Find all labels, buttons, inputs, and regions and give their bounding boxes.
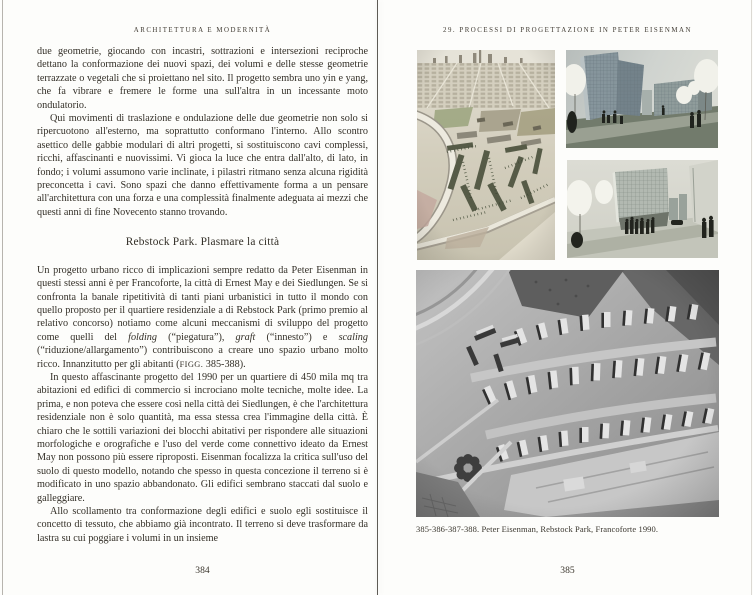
body-text-column bbox=[37, 45, 368, 545]
paragraph: due geometrie, giocando con incastri, sottrazioni e intersezioni reciproche dettano la conformazione dei nuovi spazi, dei volumi e delle stesse geometrie terrazzate o vegetali che si proiettano nel sito. Il progetto sembra uno yin e yang, che fa vibrare e fremere le forme una sull'altra in un incessante moto ondulatorio. bbox=[37, 46, 368, 111]
paragraph-segment: 385-388). bbox=[203, 358, 246, 370]
italic-term-graft: graft bbox=[235, 331, 256, 343]
figure-reference-label: FIGG. bbox=[179, 359, 204, 369]
paragraph: In questo affascinante progetto del 1990 per un quartiere di 450 mila mq tra abitazioni ed edifici di commercio si incrociano molte tecniche, molte idee. La prima, e non poteva che essere così nella città dei Siedlungen, è che l'architettura residenziale non è solo quantità, ma essa stessa crea l'immagine della città. È chiaro che le sottili variazioni dei blocchi abitativi per rispondere alle situazioni morfologiche e orografiche e l'uso del verde come connettivo ideato da Ernest May non possono più essere riproposti. Eisenman focalizza la critica sull'uso del suolo di questo modello, notando che spesso in questa concezione il terreno si è modificato in uno spazio abbandonato. Gli edifici sembrano staccati dal suolo e galleggiare. bbox=[37, 371, 368, 504]
paragraph-segment: (“piegatura”), bbox=[157, 331, 236, 343]
paragraph bbox=[37, 264, 368, 371]
figure-caption: 385-386-387-388. Peter Eisenman, Rebstock Park, Francoforte 1990. bbox=[416, 524, 659, 534]
paragraph-segment: Un progetto urbano ricco di implicazioni sempre redatto da Peter Eisenman in questi stessi anni è per Francoforte, la città di Ernest May e dei Siedlungen. Se si confronta la banale ripetitività di tanti piani urbanistici in tutto il mondo con quello proposto per il quartiere residenziale a di Rebstock Park (primo premio al relativo concorso) notiamo come alcuni meccanismi di sviluppo del progetto come quelli del bbox=[37, 264, 368, 343]
page-right bbox=[378, 0, 753, 595]
italic-term-folding: folding bbox=[128, 331, 157, 343]
paragraph-segment: (“innesto”) e bbox=[255, 331, 339, 343]
figure-386-street-rendering-towers bbox=[566, 50, 718, 148]
running-head-left: ARCHITETTURA E MODERNITÀ bbox=[133, 27, 272, 34]
paragraph-segment: (“riduzione/allargamento”) contribuiscono a creare uno spazio urbano molto ricco. Innanzitutto per gli abitanti ( bbox=[37, 345, 368, 370]
italic-term-scaling: scaling bbox=[338, 331, 368, 343]
section-heading: Rebstock Park. Plasmare la città bbox=[125, 236, 280, 249]
page-number-right: 385 bbox=[560, 565, 575, 576]
figure-385-aerial-perspective-drawing bbox=[417, 50, 555, 260]
paragraph: Allo scollamento tra conformazione degli edifici e suolo egli sostituisce il concetto di tessuto, che abbiamo già incontrato. Il terreno si deve trasformare da lastra su cui poggiare i volumi in un insieme bbox=[37, 506, 368, 544]
figure-388-site-model-photograph bbox=[416, 270, 719, 517]
page-number-left: 384 bbox=[195, 565, 210, 576]
paragraph: Qui movimenti di traslazione e ondulazione delle due geometrie non solo si ripercuotono all'esterno, ma soprattutto conformano l'interno. Allo scontro asettico delle gabbie modulari di altri progetti, si sostituiscono cavi complessi, ricchi, affascinanti e nuovissimi. Vi gioca la luce che entra dall'alto, di lato, in fondo; i volumi assumono varie inclinate, i pilastri ritmano senza alcuna rigidità preconcetta i cavi. Sono spazi che danno effettivamente forma a un pensare all'architettura con una forza e una complessità finalmente adeguata ai mezzi che questi anni di fine Novecento stanno trovando. bbox=[37, 113, 368, 218]
figure-387-plaza-rendering-glass-block bbox=[567, 160, 718, 258]
running-head-right: 29. PROCESSI DI PROGETTAZIONE IN PETER EISENMAN bbox=[443, 27, 692, 34]
